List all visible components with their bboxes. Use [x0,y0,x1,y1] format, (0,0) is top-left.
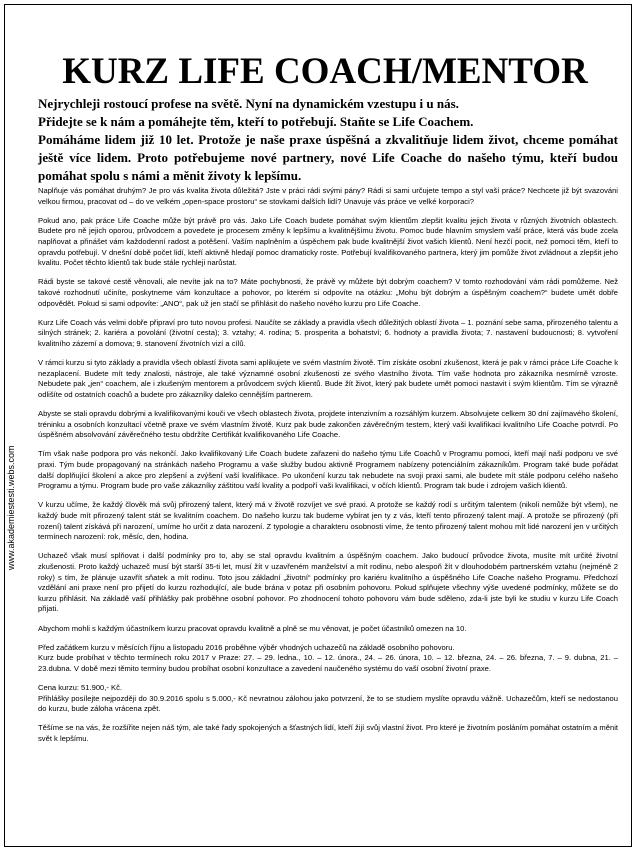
paragraph-price: Cena kurzu: 51.900,- Kč. [38,683,122,693]
paragraph-schedule: Kurz bude probíhat v těchto termínech roku 2017 v Praze: 27. – 29. ledna., 10. – 12. února., 24. – 26. února, 10. – 12. března, 24. – 26. března, 7. – 9. dubna, 21. – 23.dubna. V době mezi těmito termíny budou probíhat osobní konzultace a zavedení naučeného systému do vaší osobní životní praxe. [38,653,618,673]
page-title: KURZ LIFE COACH/MENTOR [62,51,588,92]
body-text [38,186,618,753]
paragraph-application: Přihlášky posílejte nejpozději do 30.9.2016 spolu s 5.000,- Kč nevratnou zálohou jako potvrzení, že to se studiem myslíte opravdu vážně. Uchazečům, kteří se nedostanou do kurzu, bude záloha vrácena zpět. [38,693,618,714]
paragraph-talent: V kurzu učíme, že každý člověk má svůj přirozený talent, který má v životě rozvíjet ve své praxi. A protože se každý rodí s určitým talentem (nikoli nemůže být všem), ne každý bude mít přirozený talent stát se kvalitním coachem. Do našeho kurzu tak budeme vybírat jen ty z vás, kteří tento přirozený talent mají. A protože se přirozený (při rození) talent získává při narození, umíme ho určit z data narození. Z typologie a charakteru osobnosti víme, že tento přirozený talent mohou mít lidé narození jen v určitých termínech narození: rok, měsíc, den, hodina. [38,500,618,542]
paragraph-selection: Před začátkem kurzu v měsících říjnu a listopadu 2016 proběhne výběr vhodných uchazečů na základě osobního pohovoru. [38,642,455,652]
paragraph-course-structure: Abyste se stali opravdu dobrými a kvalifikovanými kouči ve všech oblastech života, projdete intenzivním a rozsáhlým kurzem. Absolvujete celkem 30 dní zajímavého školení, tréninku a osobních konzultací včetně praxe ve svém vlastním životě. Kurz pak bude zakončen závěrečným testem, který vaši kvalifikaci kvalitního Life Coache potvrdí. Po úspěšném absolvování závěrečného testu obdržíte Certifikát kvalifikovaného Life Coache. [38,409,618,440]
lead-line: Pomáháme lidem již 10 let. Protože je naše praxe úspěšná a zkvalitňuje lidem život, chceme pomáhat ještě více lidem. Proto potřebujeme nové partnery, nové Life Coache do našeho týmu, kteří budou pomáhat spolu s námi a měnit životy k lepšímu. [38,132,618,183]
lead-line: Přidejte se k nám a pomáhejte těm, kteří to potřebují. Staňte se Life Coachem. [38,114,474,129]
lead-line: Nejrychleji rostoucí profese na světě. Nyní na dynamickém vzestupu i u nás. [38,96,459,111]
paragraph-capacity: Abychom mohli s každým účastníkem kurzu pracovat opravdu kvalitně a plně se mu věnovat, je počet účastníků omezen na 10. [38,623,467,633]
website-url: www.akademiestesti.webs.com [6,445,16,570]
paragraph-course-areas: Kurz Life Coach vás velmi dobře připraví pro tuto novou profesi. Naučíte se základy a pravidla všech důležitých oblastí života – 1. poznání sebe sama, přirozeného talentu a silných stránek; 2. kariéra a povolání (životní cesta); 3. vztahy; 4. rodina; 5. prosperita a bohatství; 6. hodnoty a pravidla života; 7. nastavení budoucnosti; 8. vytvoření kvalitního zázemí a domova; 9. stanovení životních vizí a cílů. [38,317,618,348]
paragraph-decision: Rádi byste se takové cestě věnovali, ale nevíte jak na to? Máte pochybnosti, že právě vy můžete být dobrým coachem? V tomto rozhodování vám rádi pomůžeme. Než takové rozhodnutí učiníte, poskytneme vám konzultace a pohovor, po kterém si odpovíte na otázku: „Mohu být dobrým a úspěšným coachem?“ budete umět dobře odpovědět. Pokud si sami odpovíte: „ANO“, pak už jen stačí se přihlásit do našeho nového kurzu pro Life Coache. [38,277,618,308]
paragraph-support: Tím však naše podpora pro vás nekončí. Jako kvalifikovaný Life Coach budete zařazeni do našeho týmu Life Coachů v Programu pomoci, kteří mají naši podporu ve své praxi. Tým bude propagovaný na stránkách našeho Programu a vaše služby budou aktivně Programem nabízeny potenciálním zákazníkům. Program také bude pořádat další doplňující školení a akce pro zlepšení a zvýšení vaší kvalifikace. Po ukončení kurzu tak nebudete na svoji praxi sami, ale budete mít stále podporu celého našeho Programu a týmu. Program bude pro vaše zákazníky záštitou vaší kvality a podpoří vaši kvalifikaci, v očích klientů. Program tak bude i zdrojem vašich klientů. [38,449,618,491]
paragraph-intro-questions: Naplňuje vás pomáhat druhým? Je pro vás kvalita života důležitá? Jste v práci rádi svými pány? Rádi si sami určujete tempo a styl vaší práce? Nechcete již být svazováni velkou firmou, pracovat od – do ve velkém „open-space prostoru“ se stovkami dalších lidí? Unavuje vás práce ve velké korporaci? [38,186,618,206]
paragraph-requirements: Uchazeč však musí splňovat i další podmínky pro to, aby se stal opravdu kvalitním a úspěšným coachem. Jako budoucí průvodce života, musíte mít určité životní zkušenosti. Proto každý uchazeč musí být starší 35-ti let, musí žít v uzavřeném manželství a mít rodinu, nebo alespoň žít v dlouhodobém partnerském vztahu (nejméně 2 roky) s tím, že plánuje uzavřít sňatek a mít rodinu. Toto jsou základní „životní“ podmínky pro kariéru kvalitního a úspěšného Life Coache našeho Programu. Předchozí vzdělání ani praxe není pro přijetí do kurzu rozhodující, ale bude brána v potaz při osobním pohovoru. Pokud splňujete všechny výše uvedené podmínky, můžete se do kurzu přihlásit. Na základě vaší přihlášky pak proběhne osobní pohovor. Po zhodnocení tohoto pohovoru vám bude sděleno, zda-li jste byli ke studiu v kurzu Life Coach přijati. [38,551,618,614]
paragraph-life-coach-role: Pokud ano, pak práce Life Coache může být právě pro vás. Jako Life Coach budete pomáhat svým klientům zlepšit kvalitu jejich života v různých životních oblastech. Budete pro ně jejich oporou, průvodcem a povedete je procesem změny k lepšímu a kvalitnějšímu životu. Pomoc bude hlavním smyslem vaší práce, která vás bude zcela naplňovat a přinášet vám každodenní radost a potěšení. Vaším naplněním a úspěchem pak bude kvalitnější život vašich klientů. Není hezčí pocit, než pomoci těm, kteří to opravdu potřebují. V dnešní době počet lidí, kteří aktivně hledají pomoc dramaticky roste. Potřebují kvalifikovaného partnera, který jim pomůže život zvládnout a zlepšit jeho kvalitu. Počet těchto klientů tak bude stále rychleji narůstat. [38,215,618,268]
paragraph-closing: Těšíme se na vás, že rozšířite nejen náš tým, ale také řady spokojených a šťastných lidí, kteří žijí svůj vlastní život. Pro které je životním posláním pomáhat ostatním a měnit svět k lepšímu. [38,723,618,744]
lead-section [38,95,618,185]
paragraph-personal-experience: V rámci kurzu si tyto základy a pravidla všech oblastí života sami aplikujete ve svém vlastním životě. Tím získáte osobní zkušenost, která je pak v rámci práce Life Coache k nezaplacení. Budete mít tedy znalosti, nástroje, ale také významné osobní zkušenosti ze svého vlastního života. Tím vaše hodnota pro zákazníka nesmírně vzroste. Nebudete pak „jen“ coachem, ale i zkušeným mentorem a průvodcem svých klientů. Bude žít život, který pak budete umět pomoci nastavit i svým klientům. Tím se výrazně odlišíte od ostatních coachů a budete pro zákazníky daleko cennějším partnerem. [38,358,618,399]
